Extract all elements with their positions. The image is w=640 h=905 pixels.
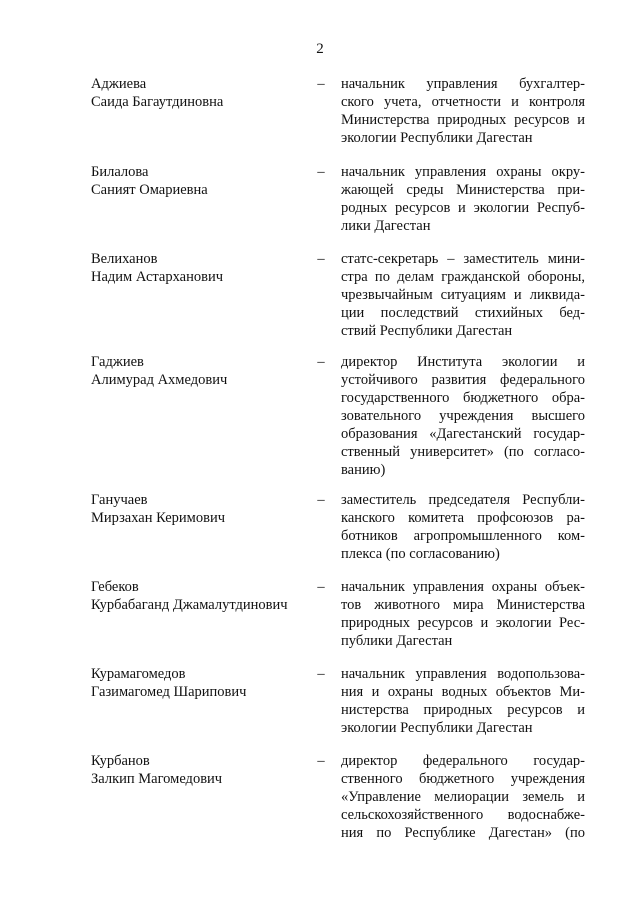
- given-names: Саният Омариевна: [91, 182, 208, 198]
- dash-separator: –: [317, 354, 325, 370]
- person-name: [91, 578, 316, 614]
- position-line: ния и охраны водных объектов Ми-: [341, 684, 585, 700]
- position-line: экологии Республики Дагестан: [341, 130, 533, 146]
- position-line: природных ресурсов и экологии Рес-: [341, 615, 585, 631]
- person-name: [91, 353, 316, 389]
- dash-separator: –: [317, 76, 325, 92]
- position-line: устойчивого развития федерального: [341, 372, 585, 388]
- surname: Ганучаев: [91, 492, 148, 508]
- given-names: Саида Багаутдиновна: [91, 94, 224, 110]
- position-line: тов животного мира Министерства: [341, 597, 585, 613]
- position-line: ственный университет» (по согласо-: [341, 444, 585, 460]
- person-name: [91, 491, 316, 527]
- dash-separator: –: [317, 164, 325, 180]
- person-name: [91, 75, 316, 111]
- position-line: публики Дагестан: [341, 633, 453, 649]
- given-names: Надим Астарханович: [91, 269, 223, 285]
- dash-separator: –: [317, 753, 325, 769]
- surname: Гебеков: [91, 579, 139, 595]
- position-line: сельскохозяйственного водоснабже-: [341, 807, 585, 823]
- position-line: образования «Дагестанский государ-: [341, 426, 585, 442]
- surname: Велиханов: [91, 251, 158, 267]
- surname: Гаджиев: [91, 354, 144, 370]
- position-description: [341, 665, 585, 737]
- dash-separator: –: [317, 251, 325, 267]
- position-line: канского комитета профсоюзов ра-: [341, 510, 585, 526]
- position-line: директор федерального государ-: [341, 753, 585, 769]
- position-description: [341, 250, 585, 340]
- position-description: [341, 353, 585, 479]
- person-name: [91, 163, 316, 199]
- surname: Курамагомедов: [91, 666, 186, 682]
- position-line: зовательного учреждения высшего: [341, 408, 585, 424]
- surname: Билалова: [91, 164, 149, 180]
- position-line: ственного бюджетного учреждения: [341, 771, 585, 787]
- position-line: плекса (по согласованию): [341, 546, 500, 562]
- position-line: ванию): [341, 462, 386, 478]
- position-line: начальник управления бухгалтер-: [341, 76, 585, 92]
- position-line: начальник управления охраны объек-: [341, 579, 585, 595]
- position-line: директор Института экологии и: [341, 354, 585, 370]
- person-name: [91, 665, 316, 701]
- position-line: начальник управления водопользова-: [341, 666, 585, 682]
- position-line: ния по Республике Дагестан» (по: [341, 825, 585, 841]
- surname: Аджиева: [91, 76, 147, 92]
- dash-separator: –: [317, 579, 325, 595]
- position-line: «Управление мелиорации земель и: [341, 789, 585, 805]
- given-names: Курбабаганд Джамалутдинович: [91, 597, 288, 613]
- position-description: [341, 491, 585, 563]
- given-names: Залкип Магомедович: [91, 771, 223, 787]
- position-line: Министерства природных ресурсов и: [341, 112, 585, 128]
- position-description: [341, 578, 585, 650]
- person-name: [91, 752, 316, 788]
- given-names: Алимурад Ахмедович: [91, 372, 228, 388]
- given-names: Мирзахан Керимович: [91, 510, 226, 526]
- person-name: [91, 250, 316, 286]
- position-line: ского учета, отчетности и контроля: [341, 94, 585, 110]
- position-description: [341, 752, 585, 842]
- position-line: начальник управления охраны окру-: [341, 164, 585, 180]
- position-line: стра по делам гражданской обороны,: [341, 269, 585, 285]
- position-line: ции последствий стихийных бед-: [341, 305, 585, 321]
- given-names: Газимагомед Шарипович: [91, 684, 247, 700]
- surname: Курбанов: [91, 753, 150, 769]
- dash-separator: –: [317, 666, 325, 682]
- position-line: статс-секретарь – заместитель мини-: [341, 251, 585, 267]
- position-description: [341, 163, 585, 235]
- position-line: ботников агропромышленного ком-: [341, 528, 585, 544]
- position-line: родных ресурсов и экологии Респуб-: [341, 200, 585, 216]
- page-number: 2: [316, 41, 324, 57]
- position-line: жающей среды Министерства при-: [341, 182, 585, 198]
- position-description: [341, 75, 585, 147]
- position-line: лики Дагестан: [341, 218, 431, 234]
- position-line: экологии Республики Дагестан: [341, 720, 533, 736]
- position-line: ствий Республики Дагестан: [341, 323, 513, 339]
- position-line: государственного бюджетного обра-: [341, 390, 585, 406]
- position-line: заместитель председателя Республи-: [341, 492, 585, 508]
- position-line: чрезвычайным ситуациям и ликвида-: [341, 287, 585, 303]
- dash-separator: –: [317, 492, 325, 508]
- position-line: нистерства природных ресурсов и: [341, 702, 585, 718]
